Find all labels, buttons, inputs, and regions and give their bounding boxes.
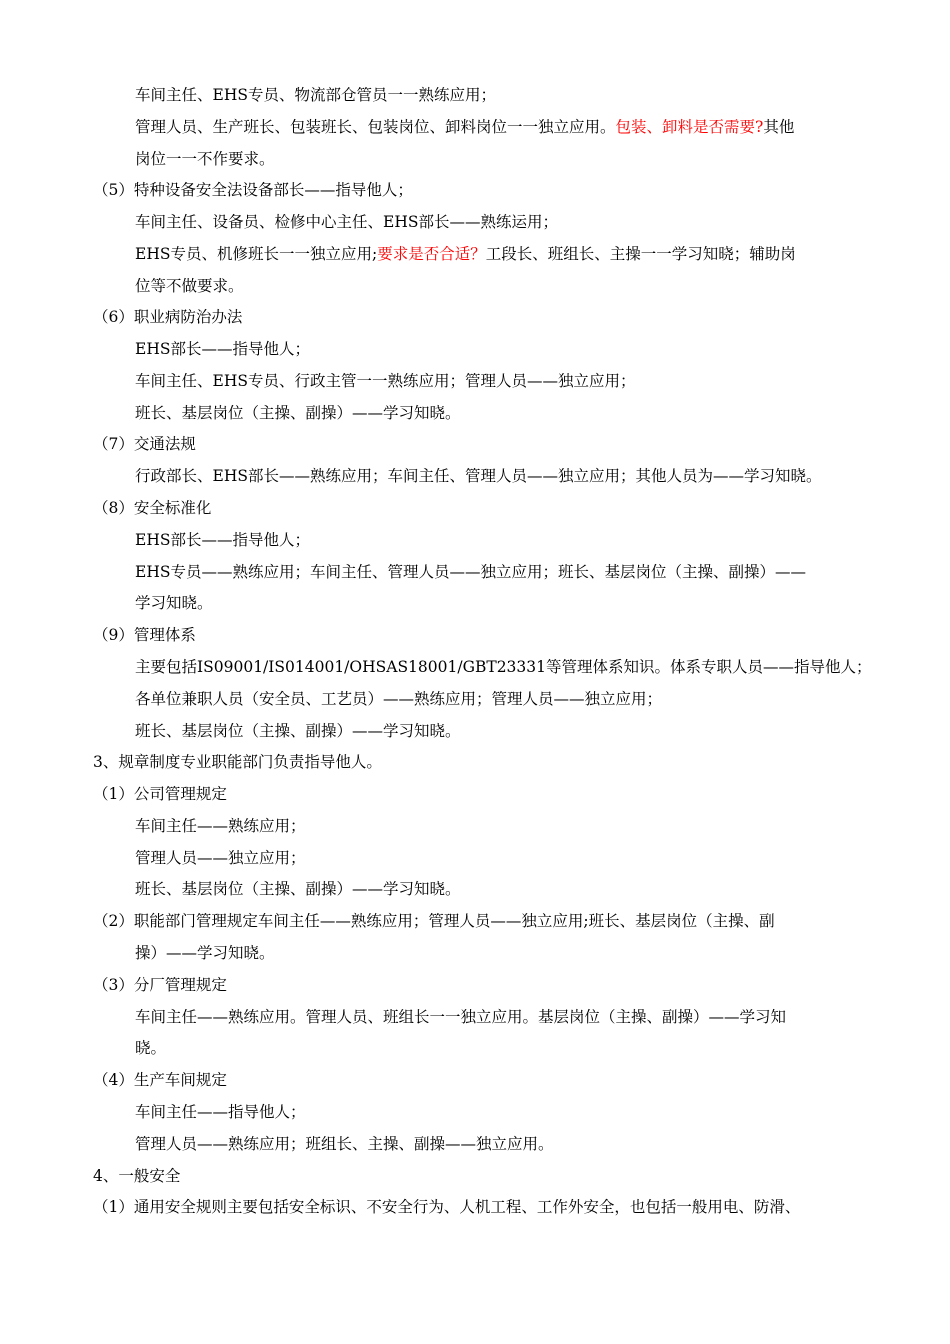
text-line bbox=[93, 179, 413, 201]
text-line bbox=[135, 402, 461, 424]
text-line bbox=[135, 592, 213, 614]
text-segment: 班长、基层岗位（主操、副操）——学习知晓。 bbox=[135, 880, 461, 898]
text-segment: 主要包括IS09001/IS014001/OHSAS18001/GBT23331等管理体系知识。体系专职人员——指导他人； bbox=[135, 658, 872, 676]
text-segment: EHS部长——指导他人； bbox=[135, 340, 310, 358]
text-segment: （4）生产车间规定 bbox=[93, 1071, 227, 1089]
text-line bbox=[93, 1165, 180, 1187]
text-segment: 车间主任、设备员、检修中心主任、EHS部长——熟练运用； bbox=[135, 213, 558, 231]
text-segment: EHS专员——熟练应用；车间主任、管理人员——独立应用；班长、基层岗位（主操、副操）—— bbox=[135, 563, 806, 581]
text-line bbox=[135, 370, 635, 392]
text-line bbox=[135, 465, 821, 487]
text-segment: EHS专员、机修班长一一独立应用; bbox=[135, 245, 378, 263]
text-line bbox=[135, 942, 275, 964]
text-segment: （7）交通法规 bbox=[93, 435, 196, 453]
text-line bbox=[135, 561, 806, 583]
text-segment: （9）管理体系 bbox=[93, 626, 196, 644]
text-segment: 工段长、班组长、主操一一学习知晓；辅助岗 bbox=[485, 245, 796, 263]
text-segment: 管理人员、生产班长、包装班长、包装岗位、卸料岗位一一独立应用。 bbox=[135, 118, 616, 136]
text-line bbox=[135, 1037, 166, 1059]
text-segment: 管理人员——独立应用； bbox=[135, 849, 306, 867]
text-segment: 3、规章制度专业职能部门负责指导他人。 bbox=[93, 753, 382, 771]
text-line bbox=[135, 243, 796, 265]
text-line bbox=[135, 529, 310, 551]
text-line bbox=[135, 116, 794, 138]
text-line bbox=[93, 783, 227, 805]
text-segment: （1）公司管理规定 bbox=[93, 785, 227, 803]
text-line bbox=[135, 84, 496, 106]
text-line bbox=[93, 497, 211, 519]
text-segment: （3）分厂管理规定 bbox=[93, 976, 227, 994]
text-line bbox=[93, 1069, 227, 1091]
text-line bbox=[135, 1133, 554, 1155]
text-segment: （2）职能部门管理规定车间主任——熟练应用；管理人员——独立应用;班长、基层岗位（主操、副 bbox=[93, 912, 775, 930]
text-segment: 行政部长、EHS部长——熟练应用；车间主任、管理人员——独立应用；其他人员为——学习知晓。 bbox=[135, 467, 822, 485]
text-line bbox=[135, 338, 310, 360]
text-segment: 班长、基层岗位（主操、副操）——学习知晓。 bbox=[135, 722, 461, 740]
highlighted-comment: 包装、卸料是否需要? bbox=[615, 118, 764, 136]
text-segment: 车间主任——指导他人； bbox=[135, 1103, 306, 1121]
text-segment: EHS部长——指导他人； bbox=[135, 531, 310, 549]
text-line bbox=[135, 656, 872, 678]
text-line bbox=[93, 751, 382, 773]
text-segment: 晓。 bbox=[135, 1039, 167, 1057]
text-segment: 岗位一一不作要求。 bbox=[135, 150, 275, 168]
text-line bbox=[135, 148, 275, 170]
text-line bbox=[135, 720, 461, 742]
text-line bbox=[93, 910, 775, 932]
text-segment: 4、一般安全 bbox=[93, 1167, 181, 1185]
text-segment: 管理人员——熟练应用；班组长、主操、副操——独立应用。 bbox=[135, 1135, 554, 1153]
text-line bbox=[135, 688, 662, 710]
text-line bbox=[135, 211, 558, 233]
text-segment: 车间主任、EHS专员、物流部仓管员一一熟练应用； bbox=[135, 86, 496, 104]
text-line bbox=[135, 275, 244, 297]
text-segment: （5）特种设备安全法设备部长——指导他人； bbox=[93, 181, 413, 199]
text-segment: （1）通用安全规则主要包括安全标识、不安全行为、人机工程、工作外安全，也包括一般用电、防滑、 bbox=[93, 1198, 801, 1216]
highlighted-comment: 要求是否合适？ bbox=[377, 245, 486, 263]
text-segment: 车间主任、EHS专员、行政主管一一熟练应用；管理人员——独立应用； bbox=[135, 372, 636, 390]
text-segment: 位等不做要求。 bbox=[135, 277, 244, 295]
text-segment: 班长、基层岗位（主操、副操）——学习知晓。 bbox=[135, 404, 461, 422]
text-line bbox=[135, 847, 306, 869]
text-line bbox=[93, 624, 196, 646]
text-segment: 车间主任——熟练应用； bbox=[135, 817, 306, 835]
text-line bbox=[135, 815, 306, 837]
text-segment: 操）——学习知晓。 bbox=[135, 944, 275, 962]
text-line bbox=[93, 974, 227, 996]
text-segment: （6）职业病防治办法 bbox=[93, 308, 243, 326]
text-line bbox=[93, 1196, 800, 1218]
text-segment: 其他 bbox=[763, 118, 795, 136]
text-segment: 学习知晓。 bbox=[135, 594, 213, 612]
text-segment: 车间主任——熟练应用。管理人员、班组长一一独立应用。基层岗位（主操、副操）——学习知 bbox=[135, 1008, 787, 1026]
text-line bbox=[93, 433, 196, 455]
text-segment: 各单位兼职人员（安全员、工艺员）——熟练应用；管理人员——独立应用； bbox=[135, 690, 663, 708]
text-line bbox=[135, 1006, 786, 1028]
text-line bbox=[93, 306, 242, 328]
text-segment: （8）安全标准化 bbox=[93, 499, 212, 517]
text-line bbox=[135, 1101, 306, 1123]
text-line bbox=[135, 878, 461, 900]
